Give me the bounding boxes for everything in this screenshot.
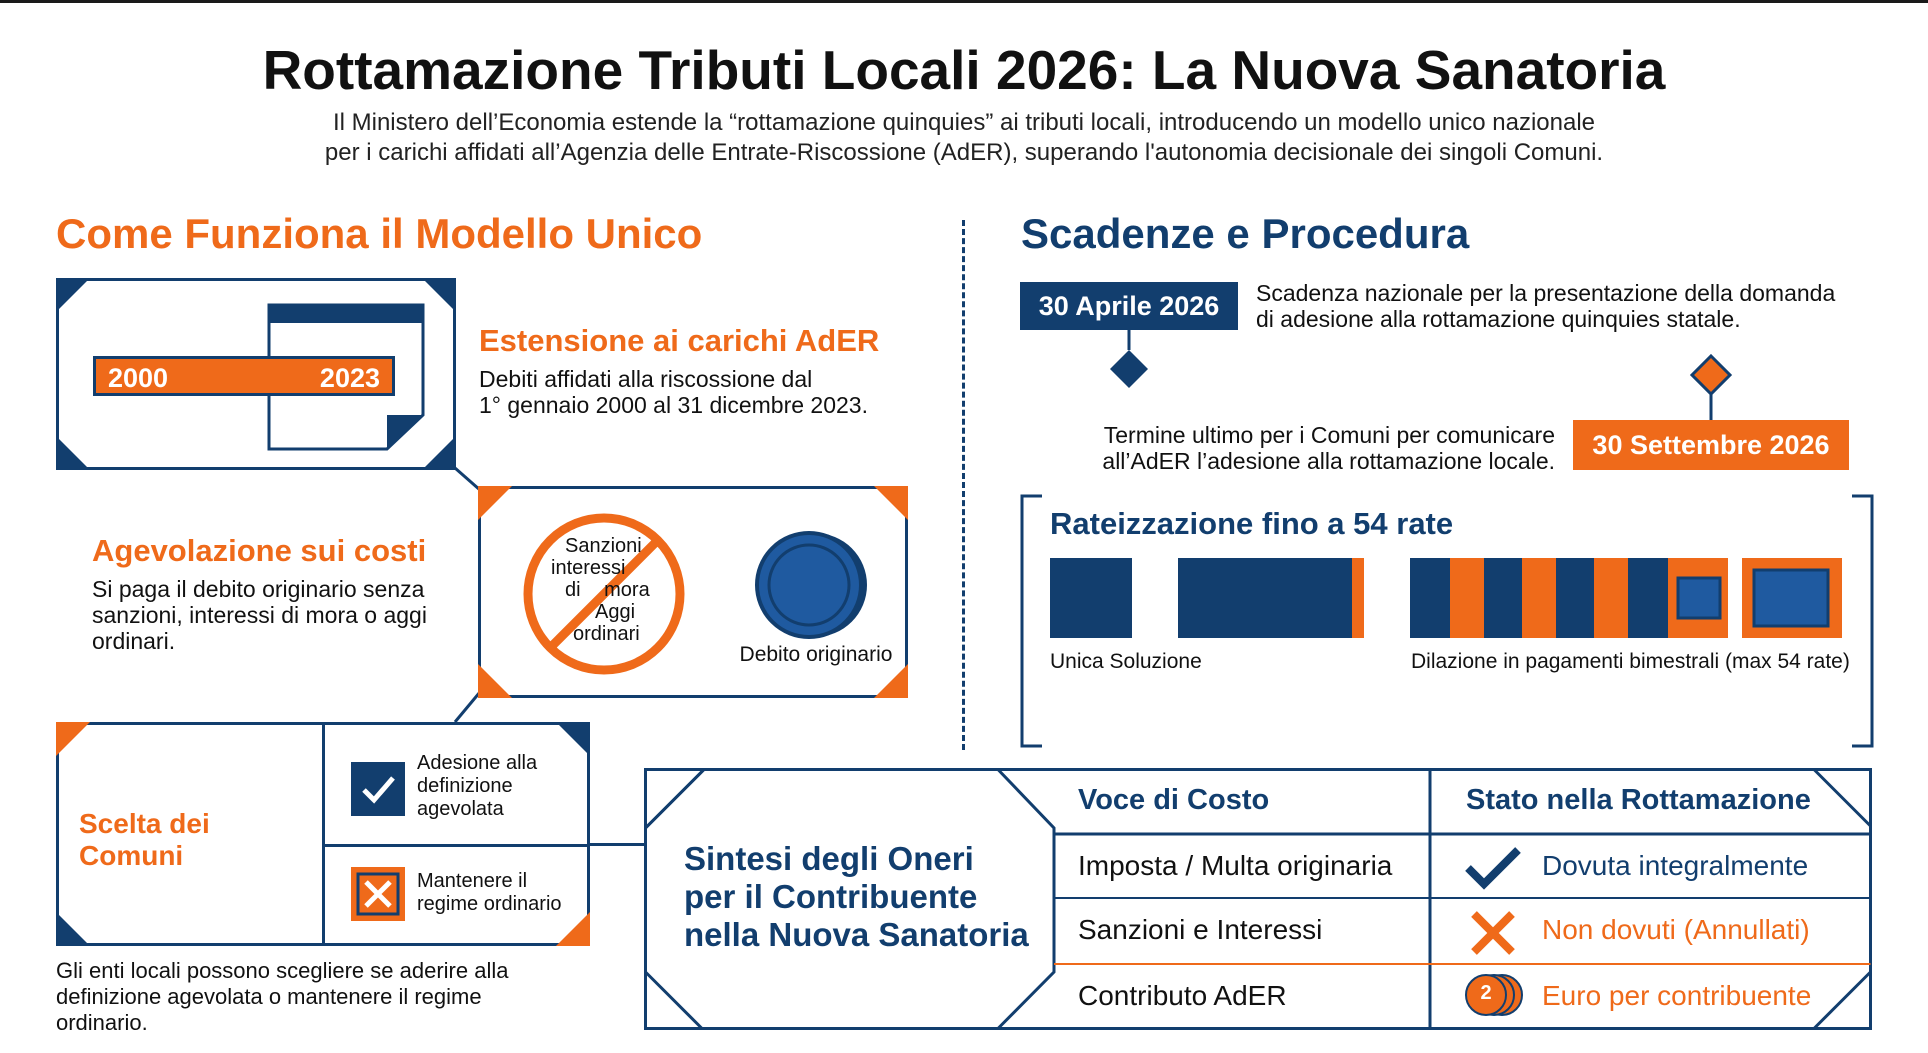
summary-title-1: Sintesi degli Oneri	[684, 840, 974, 877]
option2-text	[417, 870, 562, 916]
top-rule	[0, 0, 1928, 3]
agevolazione-title: Agevolazione sui costi	[92, 533, 427, 568]
checkbox-cross-icon	[351, 867, 405, 921]
option1-text	[417, 752, 537, 821]
scelta-title	[79, 808, 210, 872]
prohibited-line-3: di mora	[565, 579, 650, 601]
agevolazione-box	[478, 486, 908, 698]
row2-item: Sanzioni e Interessi	[1078, 914, 1323, 945]
row1-status: Dovuta integralmente	[1542, 850, 1809, 881]
summary-title	[684, 840, 1029, 954]
agevolazione-text-3: ordinari.	[92, 628, 176, 654]
row3-status: Euro per contribuente	[1542, 980, 1812, 1011]
prohibited-line-4: Aggi	[595, 601, 636, 623]
checkbox-checked-icon	[351, 762, 405, 816]
deadline2-marker	[1686, 354, 1736, 426]
estensione-box	[56, 278, 456, 470]
col1-header: Voce di Costo	[1078, 784, 1270, 816]
scelta-box	[56, 722, 590, 946]
scelta-divider-h	[322, 844, 587, 847]
estensione-text-2: 1° gennaio 2000 al 31 dicembre 2023.	[479, 392, 868, 418]
end-year: 2023	[319, 363, 380, 393]
start-year: 2000	[108, 363, 169, 393]
row1-item: Imposta / Multa originaria	[1078, 850, 1393, 881]
summary-title-2: per il Contribuente	[684, 878, 978, 915]
subtitle-line-2: per i carichi affidati all’Agenzia delle Entrate-Riscossione (AdER), superando l'autonomia decisionale dei singoli Comuni.	[324, 139, 1604, 166]
scelta-divider-v	[322, 725, 325, 943]
payment-blocks	[1048, 556, 1848, 642]
deadline2-badge: 30 Settembre 2026	[1573, 420, 1849, 470]
rateizzazione-title: Rateizzazione fino a 54 rate	[1050, 506, 1454, 541]
deadline1-badge: 30 Aprile 2026	[1020, 282, 1238, 330]
deadline1-marker	[1104, 330, 1154, 394]
page-title: Rottamazione Tributi Locali 2026: La Nuova Sanatoria	[262, 39, 1666, 101]
deadline2-text-2: all’AdER l’adesione alla rottamazione locale.	[1102, 448, 1555, 474]
scelta-note	[56, 958, 508, 1036]
prohibited-text	[551, 535, 650, 645]
row3-item: Contributo AdER	[1078, 980, 1287, 1011]
coin-value: 2	[1480, 982, 1492, 1004]
subtitle-line-1: Il Ministero dell’Economia estende la “rottamazione quinquies” ai tributi locali, introducendo un modello unico nazionale	[332, 109, 1596, 136]
summary-title-3: nella Nuova Sanatoria	[684, 916, 1029, 953]
col2-header: Stato nella Rottamazione	[1466, 784, 1811, 816]
option1-line-3: agevolata	[417, 798, 504, 820]
scelta-note-2: definizione agevolata o mantenere il regime	[56, 984, 482, 1009]
option1-line-2: definizione	[417, 775, 513, 797]
agevolazione-text-2: sanzioni, interessi di mora o aggi	[92, 602, 427, 628]
summary-panel	[644, 768, 1872, 1030]
deadline1-text-2: di adesione alla rottamazione quinquies statale.	[1256, 306, 1741, 332]
left-section-title: Come Funziona il Modello Unico	[56, 210, 703, 257]
row2-status: Non dovuti (Annullati)	[1542, 914, 1810, 945]
scelta-note-3: ordinario.	[56, 1010, 148, 1035]
right-section-title: Scadenze e Procedura	[1021, 210, 1470, 257]
option1-line-1: Adesione alla	[417, 752, 538, 774]
estensione-title: Estensione ai carichi AdER	[479, 323, 880, 358]
estensione-text-1: Debiti affidati alla riscossione dal	[479, 366, 813, 392]
prohibited-line-1: Sanzioni	[565, 535, 642, 557]
scelta-title-2: Comuni	[79, 840, 184, 871]
deadline2-text-1: Termine ultimo per i Comuni per comunicare	[1103, 422, 1555, 448]
timeline-bar	[93, 356, 395, 396]
check-icon	[1464, 846, 1524, 890]
label-single: Unica Soluzione	[1050, 650, 1202, 673]
coin-label: Debito originario	[739, 643, 893, 666]
prohibited-line-5: ordinari	[573, 623, 640, 645]
section-divider	[962, 220, 965, 750]
coin-stack-icon	[751, 529, 871, 639]
label-installments: Dilazione in pagamenti bimestrali (max 54 rate)	[1411, 650, 1850, 673]
scelta-title-1: Scelta dei	[79, 808, 210, 839]
option2-line-1: Mantenere il	[417, 870, 528, 892]
option2-line-2: regime ordinario	[417, 893, 562, 915]
deadline1-text-1: Scadenza nazionale per la presentazione della domanda	[1256, 280, 1836, 306]
agevolazione-text-1: Si paga il debito originario senza	[92, 576, 425, 602]
connector-to-summary	[588, 843, 644, 846]
scelta-note-1: Gli enti locali possono scegliere se aderire alla	[56, 958, 509, 983]
cross-icon	[1470, 910, 1516, 956]
prohibited-line-2: interessi	[551, 557, 626, 579]
